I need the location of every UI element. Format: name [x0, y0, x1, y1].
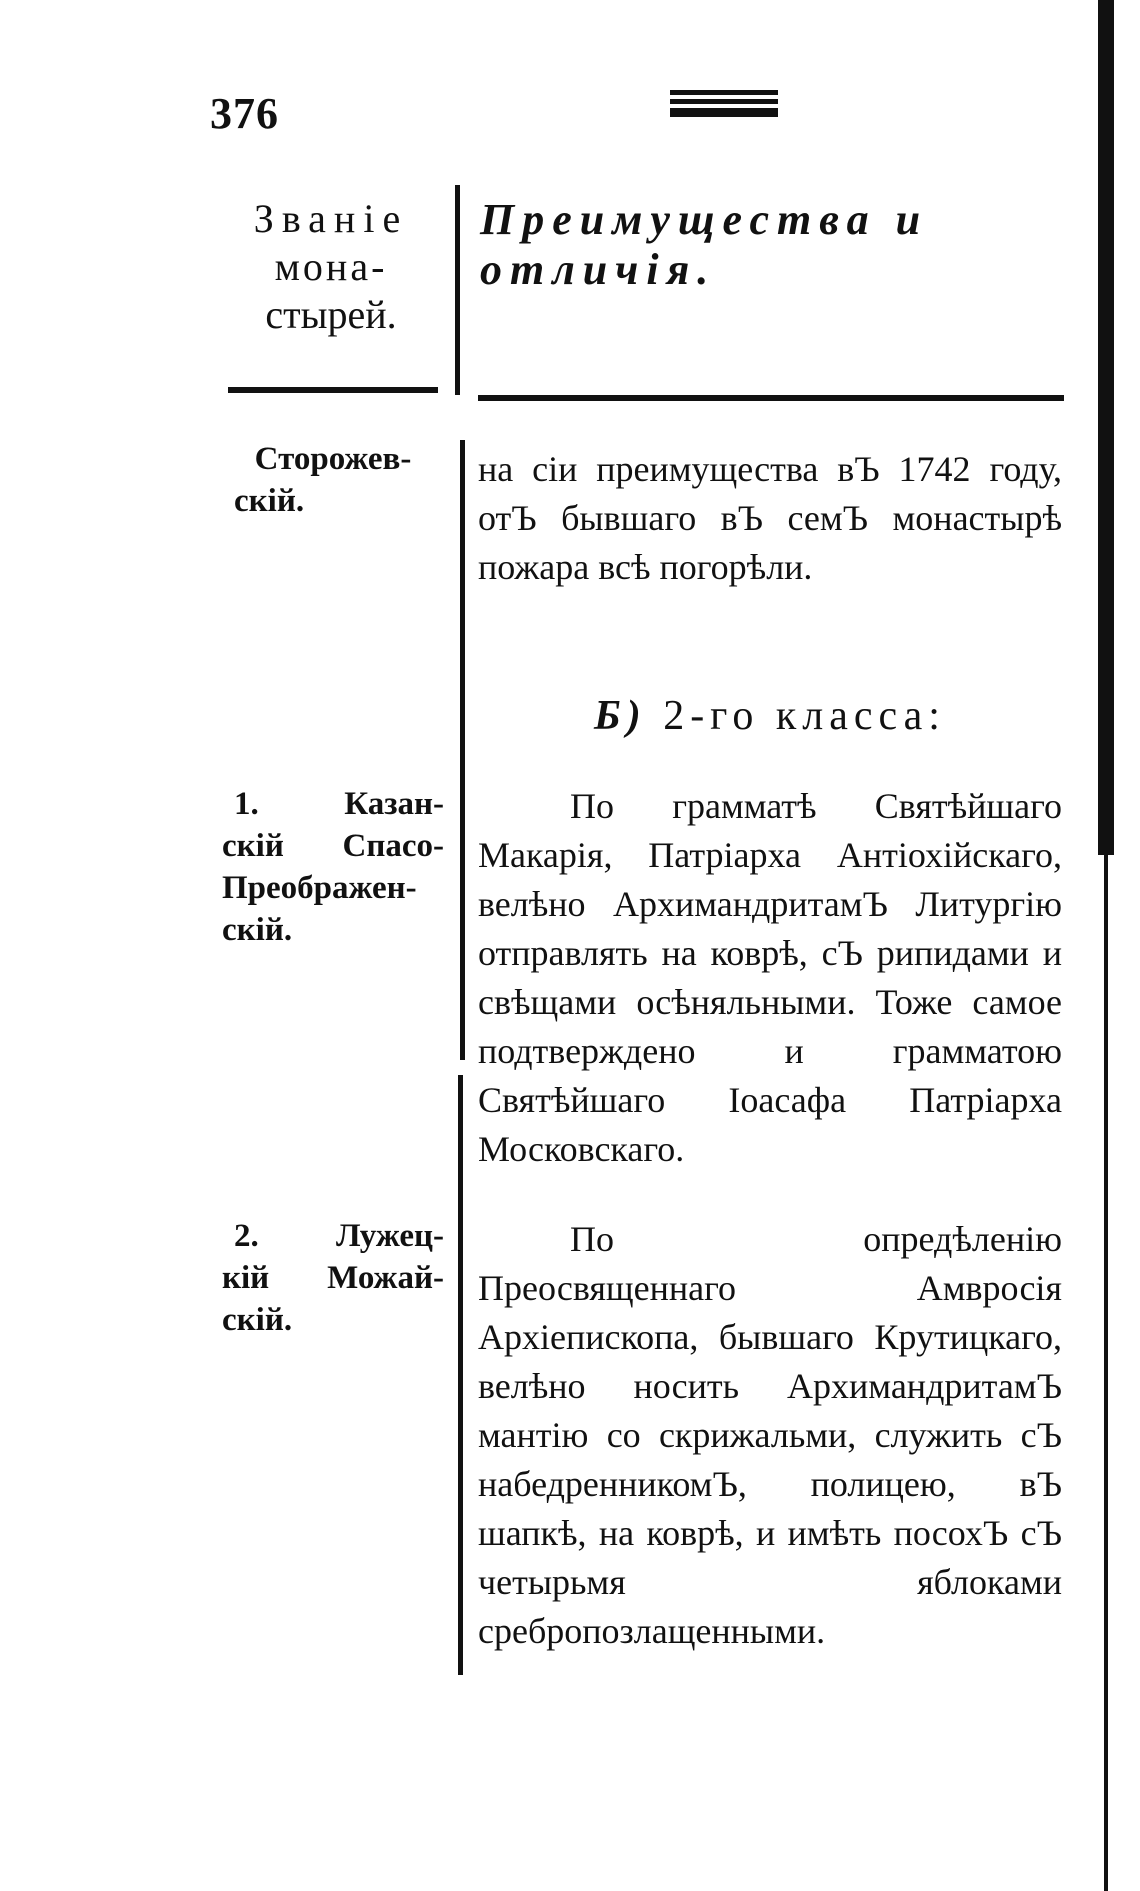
monastery-name-line: Сторожев-	[254, 441, 412, 477]
header-rule-right	[478, 395, 1064, 401]
column-header-left-line: мона-	[274, 244, 388, 289]
column-divider	[458, 1075, 463, 1675]
monastery-name-line: скій.	[222, 1302, 293, 1338]
privilege-text	[478, 782, 1062, 1174]
column-header-right-line: отличія.	[480, 245, 717, 294]
page-number: 376	[210, 89, 279, 138]
page-edge-shadow	[1098, 0, 1114, 855]
section-heading-text: 2-го класса:	[663, 693, 946, 739]
column-header-left-line: Званіе	[253, 196, 409, 241]
privilege-paragraph: По грамматѣ Святѣйшаго Макарія, Патріарха Антіохійскаго, велѣно АрхимандритамЪ Литургію отправлять на коврѣ, сЪ рипидами и свѣщами осѣняльными. Тоже самое подтверждено и грамматою Святѣйшаго Іоасафа Патріарха Московскаго.	[478, 786, 1062, 1169]
privilege-text	[478, 1215, 1062, 1656]
monastery-name-line: Преображен-	[222, 870, 417, 906]
header-rule-left	[228, 387, 438, 393]
monastery-name	[222, 1215, 444, 1341]
monastery-name	[222, 438, 444, 522]
page-edge-line	[1104, 855, 1108, 1891]
column-divider	[455, 185, 460, 395]
monastery-name-line: 1. Казан-	[234, 786, 444, 822]
section-heading-letter: Б)	[594, 693, 647, 739]
monastery-name-line: скій.	[222, 912, 293, 948]
privilege-paragraph: По опредѣленію Преосвященнаго Амвросія Архіепископа, бывшаго Крутицкаго, велѣно носить АрхимандритамЪ мантію со скрижальми, служить сЪ набедренникомЪ, полицею, вЪ шапкѣ, на коврѣ, и имѣть посохЪ сЪ четырьмя яблоками сребропозлащенными.	[478, 1219, 1062, 1651]
privilege-paragraph: на сіи преимущества вЪ 1742 году, отЪ бывшаго вЪ семЪ монастырѣ пожара всѣ погорѣли.	[478, 449, 1062, 587]
column-header-right	[480, 195, 1070, 295]
monastery-name	[222, 783, 444, 951]
monastery-name-line: скій Спасо-	[222, 828, 444, 864]
column-header-right-line: Преимущества и	[480, 195, 929, 244]
monastery-name-line: скій.	[234, 483, 305, 519]
privilege-text	[478, 445, 1062, 592]
header-ornament	[670, 90, 778, 121]
column-header-left	[222, 195, 440, 339]
column-header-left-line: стырей.	[265, 292, 397, 337]
section-heading	[478, 692, 1062, 740]
monastery-name-line: кій Можай-	[222, 1260, 444, 1296]
column-divider	[460, 440, 465, 1060]
monastery-name-line: 2. Лужец-	[234, 1218, 444, 1254]
